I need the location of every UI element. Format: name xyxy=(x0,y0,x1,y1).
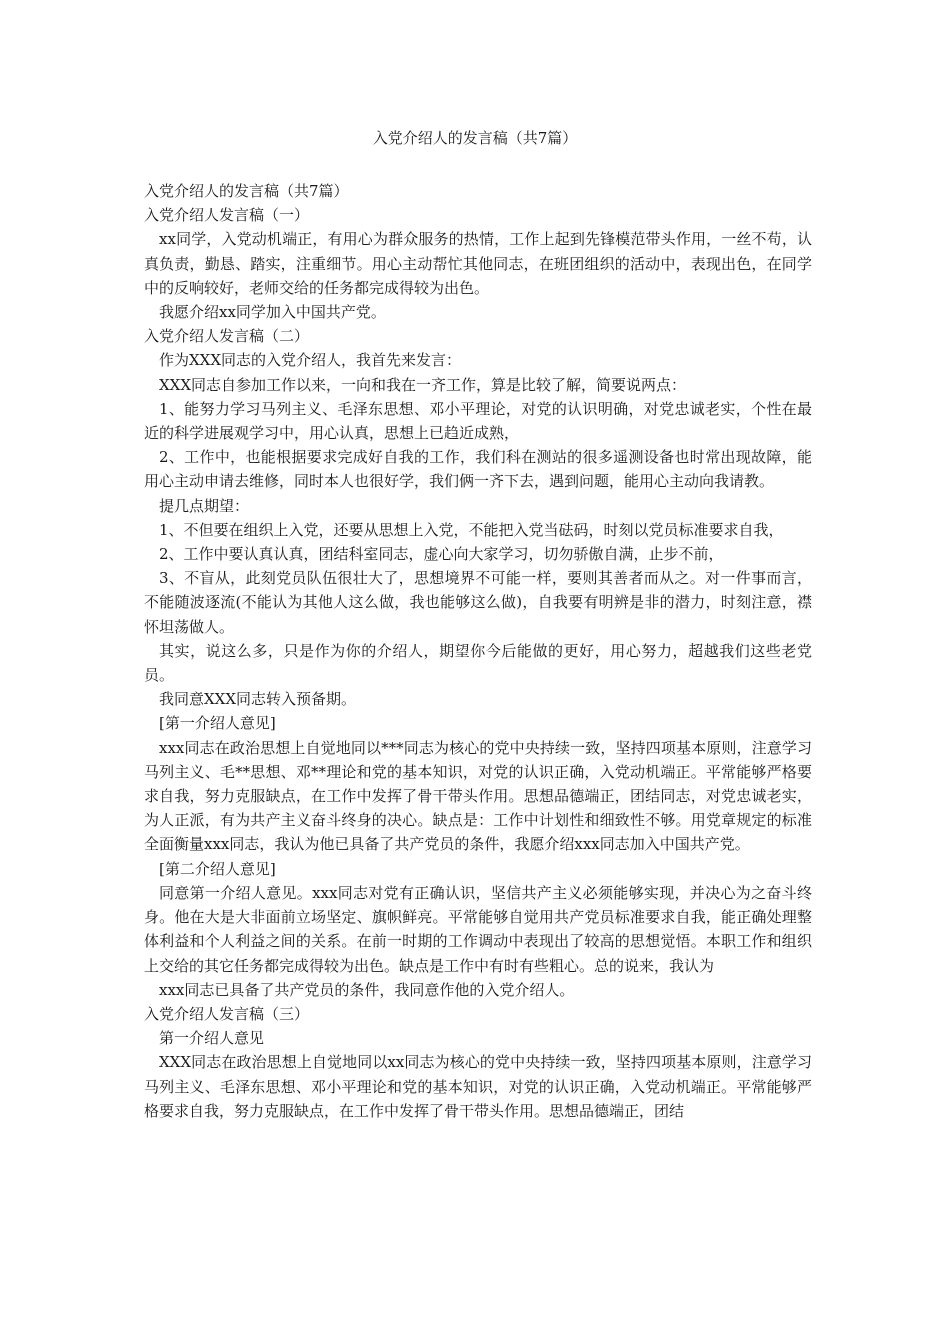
paragraph: xxx同志已具备了共产党员的条件，我同意作他的入党介绍人。 xyxy=(159,980,575,999)
paragraph: 1、不但要在组织上入党，还要从思想上入党，不能把入党当砝码，时刻以党员标准要求自我， xyxy=(159,520,784,539)
paragraph: 入党介绍人发言稿（二） xyxy=(144,327,310,346)
paragraph: 作为XXX同志的入党介绍人，我首先来发言： xyxy=(159,351,462,370)
paragraph: 1、能努力学习马列主义、毛泽东思想、邓小平理论，对党的认识明确，对党忠诚老实，个性在最近的科学进展观学习中，用心认真，思想上已趋近成熟， xyxy=(144,399,812,443)
document-title: 入党介绍人的发言稿（共7篇） xyxy=(372,129,578,147)
paragraph: 入党介绍人的发言稿（共7篇） xyxy=(144,182,349,200)
paragraph: [第一介绍人意见] xyxy=(159,714,276,733)
paragraph: 2、工作中，也能根据要求完成好自我的工作，我们科在测站的很多遥测设备也时常出现故障，能用心主动申请去维修，同时本人也很好学，我们俩一齐下去，遇到问题，能用心主动向我请教。 xyxy=(144,448,812,491)
paragraph: xxx同志在政治思想上自觉地同以***同志为核心的党中央持续一致，坚持四项基本原则，注意学习马列主义、毛**思想、邓**理论和党的基本知识，对党的认识正确，入党动机端正。平常能够严格要求自我，努力克服缺点，在工作中发挥了骨干带头作用。思想品德端正，团结同志，对党忠诚老实，为人正派，有为共产主义奋斗终身的决心。缺点是：工作中计划性和细致性不够。用党章规定的标准全面衡量xxx同志，我认为他已具备了共产党员的条件，我愿介绍xxx同志加入中国共产党。 xyxy=(144,738,812,854)
paragraph: 3、不盲从，此刻党员队伍很壮大了，思想境界不可能一样，要则其善者而从之。对一件事而言，不能随波逐流(不能认为其他人这么做，我也能够这么做)，自我要有明辨是非的潜力，时刻注意，襟怀坦荡做人。 xyxy=(144,569,812,636)
paragraph: 其实，说这么多，只是作为你的介绍人，期望你今后能做的更好，用心努力，超越我们这些老党员。 xyxy=(144,641,812,685)
paragraph: 同意第一介绍人意见。xxx同志对党有正确认识，坚信共产主义必须能够实现，并决心为之奋斗终身。他在大是大非面前立场坚定、旗帜鲜亮。平常能够自觉用共产党员标准要求自我，能正确处理整体利益和个人利益之间的关系。在前一时期的工作调动中表现出了较高的思想觉悟。本职工作和组织上交给的其它任务都完成得较为出色。缺点是工作中有时有些粗心。总的说来，我认为 xyxy=(144,883,812,975)
paragraph: 入党介绍人发言稿（一） xyxy=(144,206,310,225)
paragraph: [第二介绍人意见] xyxy=(159,859,276,878)
paragraph: 2、工作中要认真认真，团结科室同志，虚心向大家学习，切勿骄傲自满，止步不前， xyxy=(159,545,724,564)
paragraph: 我同意XXX同志转入预备期。 xyxy=(159,690,357,709)
paragraph: XXX同志在政治思想上自觉地同以xx同志为核心的党中央持续一致，坚持四项基本原则，注意学习马列主义、毛泽东思想、邓小平理论和党的基本知识，对党的认识正确，入党动机端正。平常能够严格要求自我，努力克服缺点，在工作中发挥了骨干带头作用。思想品德端正，团结 xyxy=(144,1053,812,1120)
paragraph: 第一介绍人意见 xyxy=(159,1029,265,1048)
paragraph: 我愿介绍xx同学加入中国共产党。 xyxy=(159,303,386,322)
paragraph: 入党介绍人发言稿（三） xyxy=(144,1004,310,1023)
paragraph: xx同学，入党动机端正，有用心为群众服务的热情，工作上起到先锋模范带头作用，一丝不苟，认真负责，勤恳、踏实，注重细节。用心主动帮忙其他同志，在班团组织的活动中，表现出色，在同学中的反响较好，老师交给的任务都完成得较为出色。 xyxy=(144,230,812,297)
paragraph: XXX同志自参加工作以来，一向和我在一齐工作，算是比较了解，简要说两点： xyxy=(159,375,687,394)
document-body xyxy=(144,179,812,1123)
paragraph: 提几点期望： xyxy=(159,496,250,515)
